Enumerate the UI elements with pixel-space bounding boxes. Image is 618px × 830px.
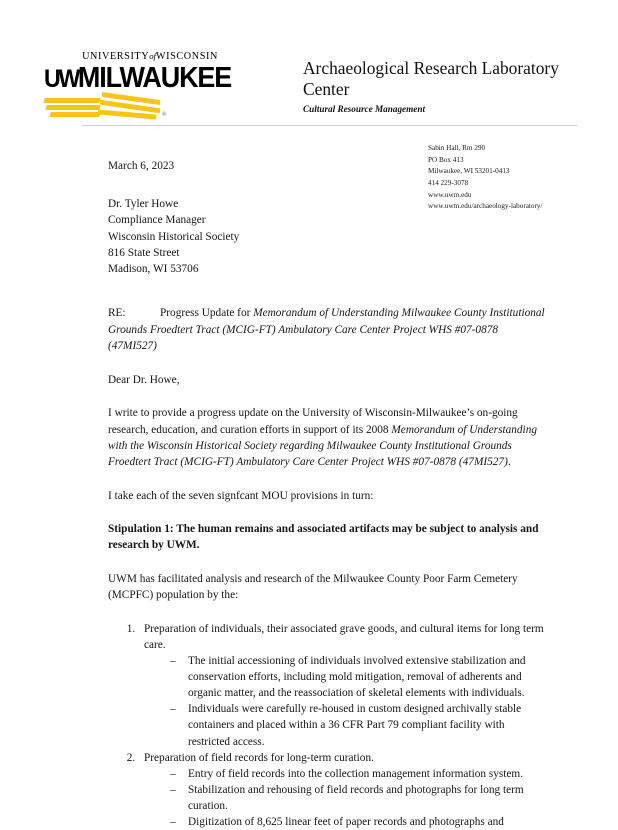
- organization-subtitle: Cultural Resource Management: [303, 104, 426, 115]
- intro-part2: .: [507, 456, 511, 469]
- contact-phone: 414 229-3078: [428, 178, 469, 187]
- sublist-item: – Digitization of 8,625 linear feet of paper records and photographs and: [170, 814, 548, 830]
- transition-paragraph: I take each of the seven signfcant MOU provisions in turn:: [108, 489, 374, 502]
- salutation: Dear Dr. Howe,: [108, 373, 180, 386]
- contact-lab-website[interactable]: www.uwm.edu/archaeology-laboratory/: [428, 202, 543, 211]
- contact-line: Sabin Hall, Rm 290: [428, 144, 486, 152]
- recipient-title: Compliance Manager: [108, 214, 206, 227]
- sublist: [144, 766, 548, 830]
- intro-part1: I write to provide a progress update on the University of Wisconsin-Milwaukee’s on-going research, education, and curation efforts in support of its 2008: [108, 407, 518, 436]
- recipient-name: Dr. Tyler Howe: [108, 198, 179, 211]
- spacer: [108, 504, 548, 521]
- spacer: [108, 355, 548, 372]
- logo-flag-band: [43, 98, 101, 103]
- list-item-text: Preparation of individuals, their associated grave goods, and cultural items for long term care.: [144, 622, 544, 651]
- contact-line: Milwaukee, WI 53201-0413: [428, 167, 510, 176]
- contact-website[interactable]: www.uwm.edu: [428, 190, 472, 199]
- sublist: [144, 653, 548, 750]
- letterhead-title-block: [303, 58, 603, 114]
- spacer: [108, 554, 548, 571]
- logo-university-word: UNIVERSITY: [82, 51, 150, 62]
- recipient-organization: Wisconsin Historical Society: [108, 230, 240, 243]
- uwm-logo: [44, 52, 240, 118]
- recipient-street: 816 State Street: [108, 246, 180, 259]
- list-item-text: Preparation of field records for long-term curation.: [144, 751, 374, 764]
- re-line: [108, 305, 548, 354]
- organization-title: Archaeological Research Laboratory Center: [303, 58, 559, 99]
- logo-wordmark-uw: UW: [44, 65, 78, 94]
- letterhead: [0, 0, 618, 128]
- letterhead-divider: [82, 125, 578, 126]
- sublist-item: – Individuals were carefully re-housed in custom designed archivally stable containers and placed within a 36 CFR Part 79 compliant facility with restricted access.: [170, 701, 548, 749]
- spacer: [108, 388, 548, 405]
- stipulation-heading: Stipulation 1: The human remains and associated artifacts may be subject to analysis and research by UWM.: [108, 523, 539, 552]
- logo-wisconsin-word: WISCONSIN: [155, 51, 218, 62]
- spacer: [108, 277, 548, 305]
- intro-italic-part: Memorandum of Understanding with the Wisconsin Historical Society regarding Milwaukee County Institutional Grounds Froedtert Tract (MCIG-FT) Ambulatory Care Center Project WHS #07-0878 (47MI527): [108, 423, 537, 469]
- recipient-city-state-zip: Madison, WI 53706: [108, 263, 199, 276]
- re-plain-prefix: Progress Update for: [160, 307, 254, 320]
- re-label: RE:: [108, 307, 126, 320]
- logo-wordmark-city: MILWAUKEE: [77, 62, 232, 95]
- logo-flag-icon: [44, 96, 167, 119]
- intro-paragraph: [108, 405, 548, 471]
- sublist-item: – Stabilization and rehousing of field records and photographs for long term curation.: [170, 782, 548, 814]
- logo-of-word: of: [149, 51, 156, 61]
- contact-line: PO Box 413: [428, 155, 464, 164]
- logo-wordmark: [44, 62, 232, 95]
- spacer: [108, 604, 548, 621]
- provisions-list: [108, 621, 548, 830]
- re-italic-text: Memorandum of Understanding Milwaukee County Institutional Grounds Froedtert Tract (MCIG-FT) Ambulatory Care Center Project WHS #07-0878 (47MI527): [108, 307, 545, 353]
- letter-date: March 6, 2023: [108, 160, 175, 172]
- sublist-item: – Entry of field records into the collection management information system.: [170, 766, 548, 782]
- stipulation-intro: UWM has facilitated analysis and research of the Milwaukee County Poor Farm Cemetery (MCPFC) population by the:: [108, 572, 518, 602]
- logo-flag-band: [45, 105, 101, 110]
- sublist-item: – The initial accessioning of individuals involved extensive stabilization and conservation efforts, including mold mitigation, removal of adherents and organic matter, and the reassociation of skeletal elements with individuals.: [170, 653, 548, 701]
- spacer: [108, 471, 548, 488]
- logo-university-line: [60, 52, 240, 62]
- list-item: [138, 750, 548, 830]
- letter-body: [108, 158, 548, 830]
- registered-trademark-icon: ®: [162, 112, 167, 119]
- list-item: [138, 621, 548, 750]
- logo-flag-band: [49, 112, 101, 117]
- recipient-address: [108, 196, 548, 277]
